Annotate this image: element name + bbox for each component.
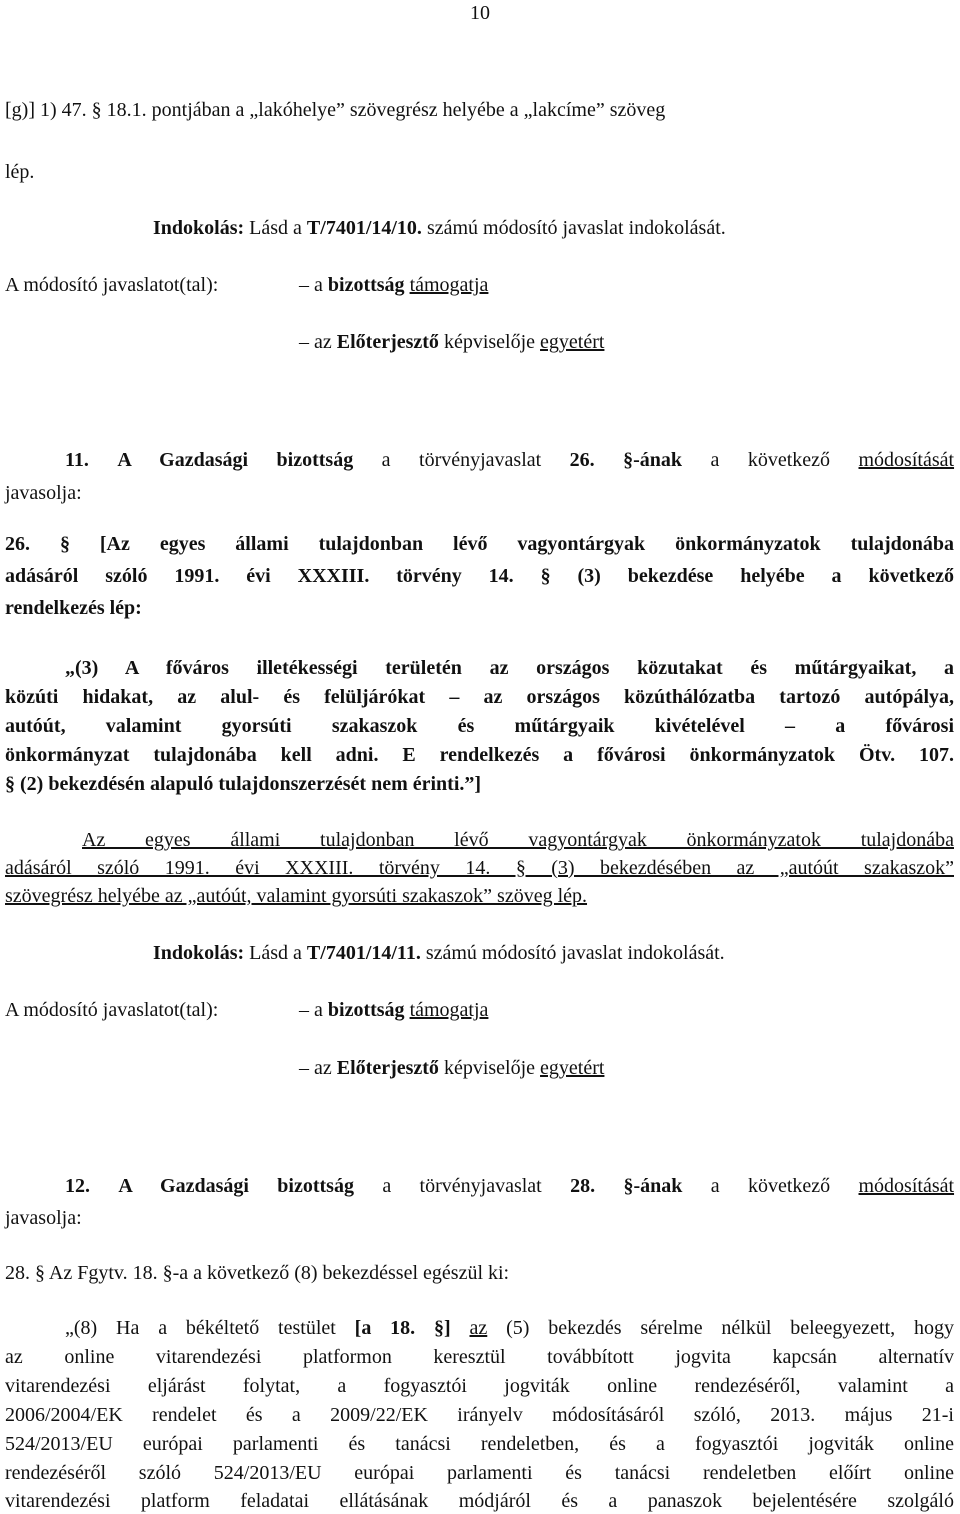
quote3-line1: „(3) A főváros illetékességi területén az országos közutakat és műtárgyaikat, a — [65, 657, 954, 679]
reasoning-ref: T/7401/14/10. — [306, 217, 422, 239]
modification-word: módosítását — [858, 1175, 955, 1197]
reasoning-ref: T/7401/14/11. — [306, 942, 421, 964]
dash-a: – a — [299, 274, 323, 296]
committee-word: bizottság — [327, 999, 405, 1021]
quote8-line6: rendezéséről szóló 524/2013/EU európai parlamenti és tanácsi rendeletben előírt online — [5, 1462, 954, 1484]
government-support-1 — [299, 330, 604, 354]
amend-para-line2: adásáról szóló 1991. évi XXXIII. törvény 14. § (3) bekezdésében az „autóút szakaszok” — [5, 857, 954, 879]
section-ref: 28. §-ának — [570, 1175, 683, 1197]
reasoning-post: számú módosító javaslat indokolását. — [426, 217, 726, 239]
item-12-cont: javasolja: — [5, 1207, 82, 1229]
following-word: a következő — [710, 449, 831, 471]
reasoning-pre: Lásd a — [249, 217, 302, 239]
committee-name: A Gazdasági bizottság — [118, 1175, 354, 1197]
committee-support-1 — [299, 273, 488, 297]
reasoning-pre: Lásd a — [249, 942, 302, 964]
quote8-rest: (5) bekezdés sérelme nélkül beleegyezett, hogy — [506, 1317, 955, 1339]
committee-name: A Gazdasági bizottság — [117, 449, 354, 471]
quote8-line2: az online vitarendezési platformon keresztül továbbított jogvita kapcsán alternatív — [5, 1346, 954, 1368]
committee-support-2 — [299, 998, 488, 1022]
agrees-word: egyetért — [540, 331, 605, 353]
reasoning-2 — [153, 941, 725, 965]
item-11-heading — [65, 448, 954, 472]
following-word: a következő — [710, 1175, 831, 1197]
quote3-line5: § (2) bekezdésén alapuló tulajdonszerzését nem érinti.”] — [5, 773, 482, 795]
quote8-line7: vitarendezési platform feladatai ellátásának módjáról és a panaszok bejelentésére szolgáló — [5, 1490, 954, 1512]
sec26-line2: adásáról szóló 1991. évi XXXIII. törvény 14. § (3) bekezdése helyébe a következő — [5, 565, 954, 587]
government-support-2 — [299, 1056, 604, 1080]
reasoning-post: számú módosító javaslat indokolását. — [425, 942, 725, 964]
dash-a: – a — [299, 999, 323, 1021]
page-number: 10 — [470, 2, 490, 24]
supports-word: támogatja — [409, 999, 489, 1021]
amendment-g-line2: lép. — [5, 161, 35, 183]
representative-word: képviselője — [443, 331, 536, 353]
quote8-az: az — [469, 1317, 488, 1339]
quote8-line1 — [65, 1316, 954, 1340]
item-number: 11. — [65, 449, 89, 471]
reasoning-label: Indokolás: — [153, 217, 245, 239]
modification-word: módosítását — [858, 449, 955, 471]
reasoning-label: Indokolás: — [153, 942, 245, 964]
dash-az: – az — [299, 1057, 332, 1079]
item-11-cont: javasolja: — [5, 482, 82, 504]
amend-para-line3: szövegrész helyébe az „autóút, valamint gyorsúti szakaszok” szöveg lép. — [5, 885, 588, 907]
sec26-line3: rendelkezés lép: — [5, 597, 142, 619]
amend-para-line1: Az egyes állami tulajdonban lévő vagyontárgyak önkormányzatok tulajdonába — [82, 829, 954, 851]
section-ref: 26. §-ának — [569, 449, 683, 471]
committee-word: bizottság — [327, 274, 405, 296]
quote8-line3: vitarendezési eljárást folytat, a fogyasztói jogviták online rendezéséről, valamint a — [5, 1375, 954, 1397]
item-12-heading — [65, 1174, 954, 1198]
agrees-word: egyetért — [540, 1057, 605, 1079]
support-label-1: A módosító javaslatot(tal): — [5, 274, 219, 296]
presenter-word: Előterjesztő — [336, 331, 439, 353]
bill-word: a törvényjavaslat — [381, 449, 542, 471]
dash-az: – az — [299, 331, 332, 353]
presenter-word: Előterjesztő — [336, 1057, 439, 1079]
support-label-2: A módosító javaslatot(tal): — [5, 999, 219, 1021]
sec26-line1: 26. § [Az egyes állami tulajdonban lévő vagyontárgyak önkormányzatok tulajdonába — [5, 533, 954, 555]
amendment-g-line1: [g)] 1) 47. § 18.1. pontjában a „lakóhelye” szövegrész helyébe a „lakcíme” szöveg — [5, 99, 666, 121]
representative-word: képviselője — [443, 1057, 536, 1079]
quote8-line5: 524/2013/EU európai parlamenti és tanácsi rendeletben, és a fogyasztói jogviták online — [5, 1433, 954, 1455]
quote8-line4: 2006/2004/EK rendelet és a 2009/22/EK irányelv módosításáról szóló, 2013. május 21-i — [5, 1404, 954, 1426]
supports-word: támogatja — [409, 274, 489, 296]
quote3-line4: önkormányzat tulajdonába kell adni. E rendelkezés a fővárosi önkormányzatok Ötv. 107. — [5, 744, 954, 766]
reasoning-1 — [153, 216, 726, 240]
bill-word: a törvényjavaslat — [382, 1175, 542, 1197]
quote8-bracket: [a 18. §] — [354, 1317, 451, 1339]
quote3-line2: közúti hidakat, az alul- és felüljárókat – az országos közúthálózatba tartozó autópálya, — [5, 686, 954, 708]
quote8-open: „(8) Ha a békéltető testület — [65, 1317, 336, 1339]
quote3-line3: autóút, valamint gyorsúti szakaszok és műtárgyaik kivételével – a fővárosi — [5, 715, 954, 737]
item-number: 12. — [65, 1175, 90, 1197]
sec28-line1: 28. § Az Fgytv. 18. §-a a következő (8) bekezdéssel egészül ki: — [5, 1262, 510, 1284]
